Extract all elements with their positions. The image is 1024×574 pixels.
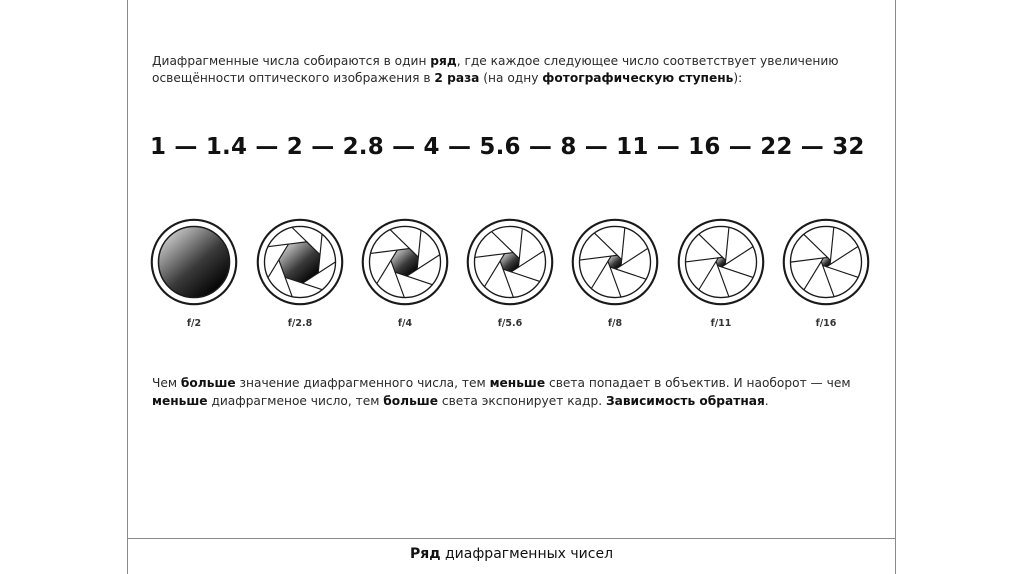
caption-bold: Ряд bbox=[409, 546, 441, 562]
outro-text-5: света экспонирует кадр. bbox=[438, 394, 606, 408]
aperture-label: f/8 bbox=[607, 318, 623, 329]
aperture-item bbox=[357, 214, 453, 329]
caption-divider bbox=[128, 538, 895, 539]
aperture-icon bbox=[567, 214, 663, 310]
aperture-label: f/11 bbox=[710, 318, 732, 329]
document-page bbox=[127, 0, 896, 574]
caption-text: диафрагменных чисел bbox=[440, 546, 614, 562]
intro-text-2: , где каждое следующее число соответствует увеличению освещённости оптического изображения в bbox=[152, 54, 839, 85]
aperture-label: f/5.6 bbox=[497, 318, 523, 329]
figure-caption bbox=[128, 546, 895, 562]
aperture-item bbox=[778, 214, 874, 329]
aperture-item bbox=[252, 214, 348, 329]
f-number-series: 1 — 1.4 — 2 — 2.8 — 4 — 5.6 — 8 — 11 — 16 — 22 — 32 bbox=[150, 134, 865, 160]
aperture-label: f/2.8 bbox=[287, 318, 313, 329]
intro-paragraph bbox=[152, 53, 872, 87]
intro-bold-2: 2 раза bbox=[434, 71, 480, 85]
outro-text-4: диафрагменое число, тем bbox=[207, 394, 384, 408]
aperture-icon bbox=[673, 214, 769, 310]
aperture-item bbox=[673, 214, 769, 329]
aperture-icon bbox=[252, 214, 348, 310]
intro-text-4: ): bbox=[733, 71, 743, 85]
outro-bold-5: Зависимость обратная bbox=[605, 394, 765, 408]
intro-text-1: Диафрагменные числа собираются в один bbox=[152, 54, 431, 68]
outro-bold-3: меньше bbox=[152, 394, 208, 408]
intro-text-3: (на одну bbox=[479, 71, 543, 85]
conclusion-paragraph bbox=[152, 374, 882, 410]
aperture-item bbox=[567, 214, 663, 329]
intro-bold-3: фотографическую ступень bbox=[542, 71, 734, 85]
aperture-icon bbox=[146, 214, 242, 310]
aperture-diagram-row bbox=[146, 214, 881, 334]
aperture-item bbox=[146, 214, 242, 329]
outro-bold-4: больше bbox=[383, 394, 439, 408]
aperture-item bbox=[462, 214, 558, 329]
outro-bold-2: меньше bbox=[489, 376, 546, 390]
aperture-label: f/4 bbox=[397, 318, 413, 329]
outro-text-1: Чем bbox=[152, 376, 181, 390]
outro-bold-1: больше bbox=[180, 376, 236, 390]
outro-text-2: значение диафрагменного числа, тем bbox=[235, 376, 490, 390]
aperture-icon bbox=[778, 214, 874, 310]
aperture-icon bbox=[462, 214, 558, 310]
aperture-label: f/16 bbox=[815, 318, 837, 329]
aperture-label: f/2 bbox=[186, 318, 202, 329]
aperture-icon bbox=[357, 214, 453, 310]
outro-text-6: . bbox=[764, 394, 769, 408]
intro-bold-1: ряд bbox=[430, 54, 457, 68]
outro-text-3: света попадает в объектив. И наоборот — чем bbox=[545, 376, 851, 390]
